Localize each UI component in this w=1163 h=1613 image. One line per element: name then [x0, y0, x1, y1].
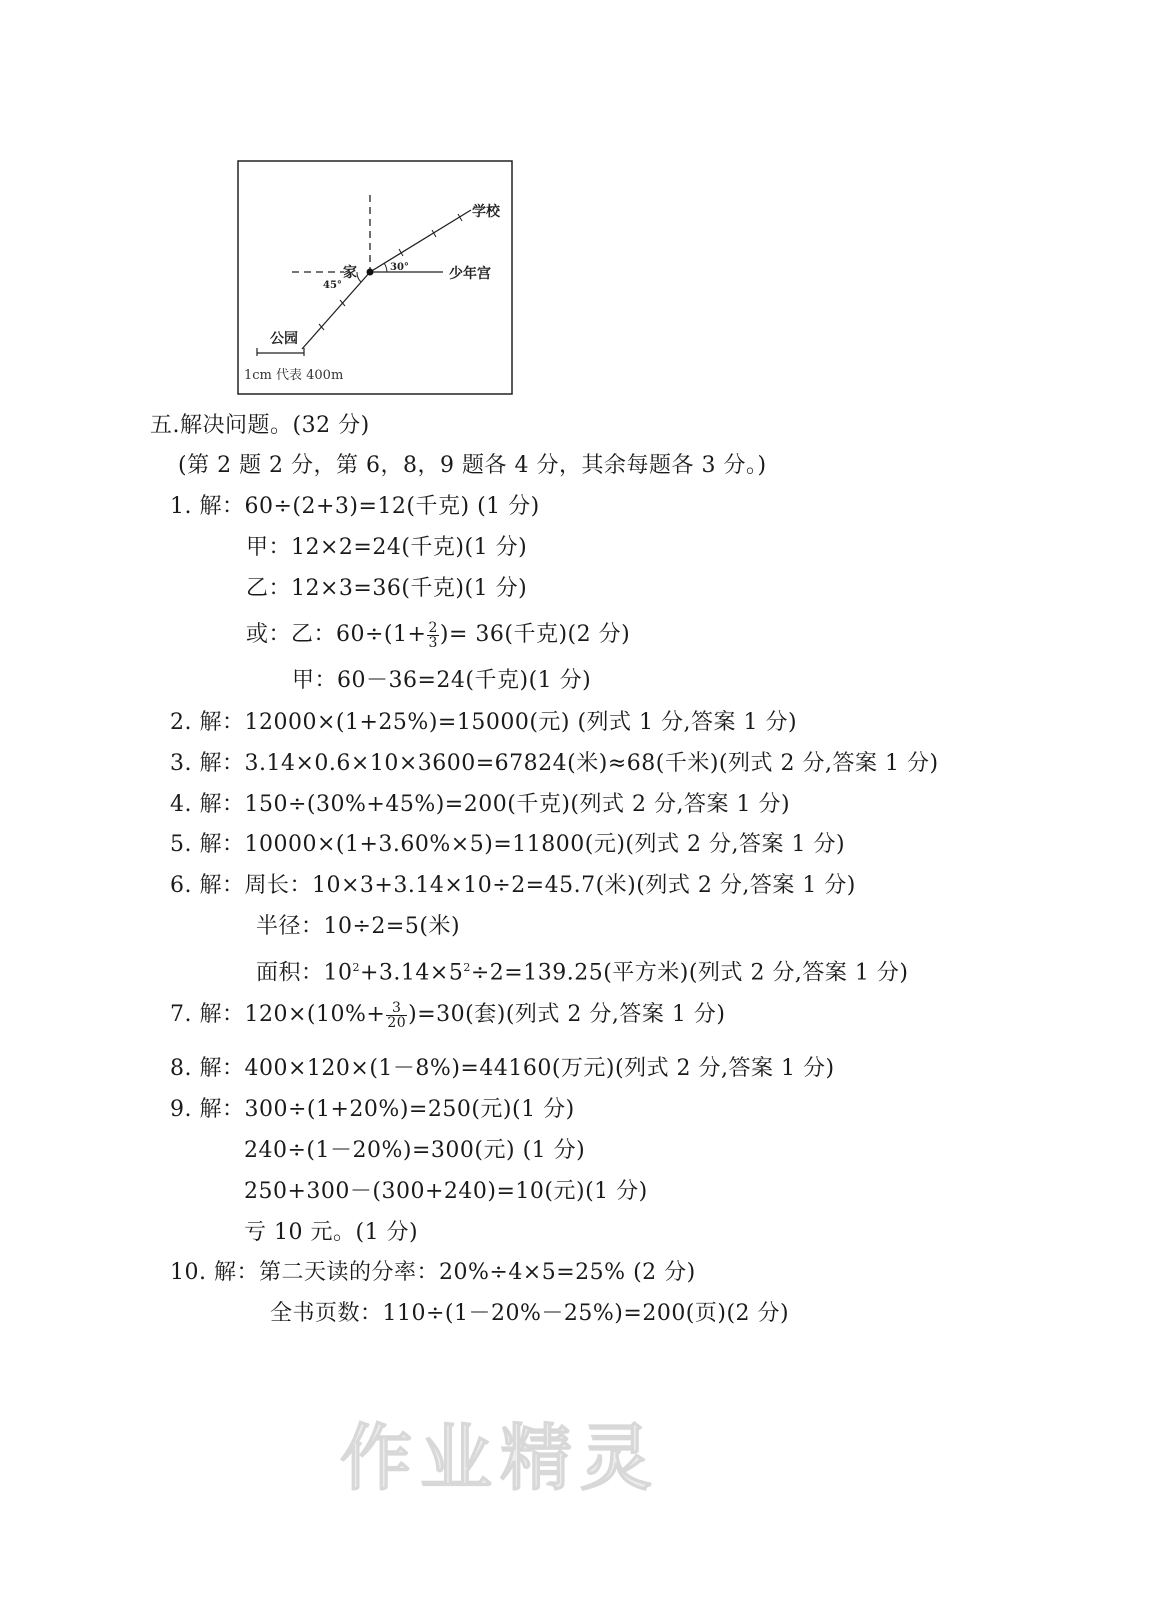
- q9-line-3: 250+300－(300+240)=10(元)(1 分): [244, 1179, 648, 1204]
- fraction-two-thirds: $\frac{2}{3}$: [428, 619, 438, 651]
- q9-line-1: 9. 解：300÷(1+20%)=250(元)(1 分): [170, 1097, 575, 1122]
- q1-line-5: 甲：60－36=24(千克)(1 分): [292, 668, 592, 693]
- route-school: [370, 210, 471, 272]
- park-label: 公园: [270, 331, 298, 347]
- scale-label: 1cm 代表 400m: [244, 368, 344, 383]
- q7-line: 7. 解：120×(10%+ $\frac{3}{20}$ )=30(套)(列式 2 分,答案 1 分): [170, 999, 726, 1031]
- q2-line: 2. 解：12000×(1+25%)=15000(元) (列式 1 分,答案 1 分): [170, 710, 798, 735]
- q6-line-3: 面积：$10^2+3.14\times 5^2\div 2=139.25$(平方米)(列式 2 分,答案 1 分): [256, 960, 909, 986]
- q10-line-2: 全书页数：110÷(1－20%－25%)=200(页)(2 分): [270, 1301, 790, 1326]
- direction-diagram: [237, 160, 513, 395]
- fraction-three-twentieths: $\frac{3}{20}$: [387, 999, 407, 1031]
- q9-line-4: 亏 10 元。(1 分): [244, 1220, 419, 1245]
- q1-line-4: [246, 620, 630, 650]
- q8-line: 8. 解：400×120×(1－8%)=44160(万元)(列式 2 分,答案 1 分): [170, 1056, 835, 1081]
- angle-45-label: 45°: [323, 280, 342, 291]
- home-label: 家: [343, 265, 357, 281]
- q1-line-4-b: )= 36(千克)(2 分): [439, 622, 631, 647]
- angle-30-label: 30°: [390, 262, 409, 273]
- school-label: 学校: [472, 204, 500, 220]
- q10-line-1: 10. 解：第二天读的分率：20%÷4×5=25% (2 分): [170, 1260, 696, 1285]
- q1-line-1: 1. 解：60÷(2+3)=12(千克) (1 分): [170, 494, 540, 519]
- home-point: [367, 269, 374, 276]
- section-note: (第 2 题 2 分，第 6，8，9 题各 4 分，其余每题各 3 分。): [178, 453, 767, 478]
- q4-line: 4. 解：150÷(30%+45%)=200(千克)(列式 2 分,答案 1 分): [170, 792, 791, 817]
- angle-arc-30: [384, 263, 387, 272]
- q6-line-2: 半径：10÷2=5(米): [256, 914, 461, 939]
- watermark: 作业精灵: [340, 1416, 661, 1500]
- q5-line: 5. 解：10000×(1+3.60%×5)=11800(元)(列式 2 分,答案 1 分): [170, 832, 846, 857]
- q1-line-3: 乙：12×3=36(千克)(1 分): [246, 576, 528, 601]
- q9-line-2: 240÷(1－20%)=300(元) (1 分): [244, 1138, 586, 1163]
- q1-line-4-a: 或：乙：60÷(1+: [246, 622, 427, 647]
- q3-line: 3. 解：3.14×0.6×10×3600=67824(米)≈68(千米)(列式 2 分,答案 1 分): [170, 751, 939, 776]
- youth-palace-label: 少年宫: [449, 266, 491, 282]
- q6-line-1: 6. 解：周长：10×3+3.14×10÷2=45.7(米)(列式 2 分,答案 1 分): [170, 873, 856, 898]
- q1-line-2: 甲：12×2=24(千克)(1 分): [246, 535, 528, 560]
- section-title: 五.解决问题。(32 分): [150, 413, 370, 438]
- angle-arc-45: [357, 272, 361, 282]
